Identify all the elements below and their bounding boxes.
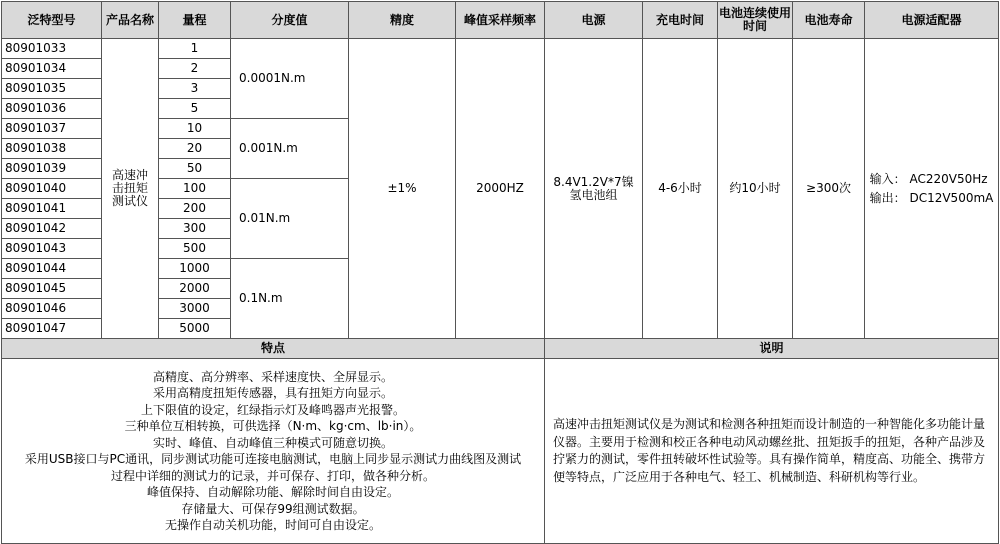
features-cell — [2, 359, 545, 544]
feature-item: 采用USB接口与PC通讯，同步测试功能可连接电脑测试，电脑上同步显示测试力曲线图及测试 — [24, 452, 522, 466]
feature-item: 无操作自动关机功能，时间可自由设定。 — [164, 518, 381, 532]
model-cell: 80901036 — [2, 99, 102, 119]
features-title: 特点 — [2, 339, 545, 359]
resolution-cell: 0.1N.m — [231, 259, 349, 339]
feature-item: 高精度、高分辨率、采样速度快、全屏显示。 — [152, 369, 393, 384]
adapter-output: 输出： DC12V500mA — [869, 190, 994, 205]
range-cell: 2 — [159, 59, 231, 79]
range-cell: 300 — [159, 219, 231, 239]
feature-item: 上下限值的设定，红绿指示灯及峰鸣器声光报警。 — [140, 402, 405, 417]
section-header-row — [2, 339, 999, 359]
section-body-row — [2, 359, 999, 544]
header-range: 量程 — [159, 2, 231, 39]
range-cell: 100 — [159, 179, 231, 199]
product-name-cell: 高速冲击扭矩测试仪 — [102, 39, 159, 339]
description-title: 说明 — [545, 339, 999, 359]
model-cell: 80901038 — [2, 139, 102, 159]
battery-life-cell: ≥300次 — [793, 39, 865, 339]
model-cell: 80901034 — [2, 59, 102, 79]
table-row — [2, 39, 999, 59]
range-cell: 3000 — [159, 299, 231, 319]
header-product-name: 产品名称 — [102, 2, 159, 39]
range-cell: 500 — [159, 239, 231, 259]
header-adapter: 电源适配器 — [865, 2, 999, 39]
feature-item: 过程中详细的测试力的记录，并可保存、打印，做各种分析。 — [110, 468, 435, 483]
range-cell: 3 — [159, 79, 231, 99]
range-cell: 5 — [159, 99, 231, 119]
feature-item: 采用高精度扭矩传感器，具有扭矩方向显示。 — [152, 386, 393, 400]
adapter-cell — [865, 39, 999, 339]
model-cell: 80901033 — [2, 39, 102, 59]
model-cell: 80901037 — [2, 119, 102, 139]
battery-use-time-cell: 约10小时 — [718, 39, 793, 339]
adapter-input: 输入： AC220V50Hz — [869, 171, 988, 186]
model-cell: 80901041 — [2, 199, 102, 219]
model-cell: 80901047 — [2, 319, 102, 339]
header-charge-time: 充电时间 — [643, 2, 718, 39]
header-row — [2, 2, 999, 39]
header-battery-use-time: 电池连续使用时间 — [718, 2, 793, 39]
range-cell: 10 — [159, 119, 231, 139]
spec-table — [1, 1, 999, 544]
model-cell: 80901044 — [2, 259, 102, 279]
feature-item: 三种单位互相转换，可供选择（N·m、kg·cm、lb·in）。 — [124, 419, 422, 433]
range-cell: 1000 — [159, 259, 231, 279]
range-cell: 50 — [159, 159, 231, 179]
resolution-cell: 0.01N.m — [231, 179, 349, 259]
header-model: 泛特型号 — [2, 2, 102, 39]
header-sampling-rate: 峰值采样频率 — [456, 2, 545, 39]
model-cell: 80901039 — [2, 159, 102, 179]
header-power: 电源 — [545, 2, 643, 39]
feature-item: 峰值保持、自动解除功能、解除时间自由设定。 — [146, 485, 399, 499]
feature-item: 存储量大、可保存99组测试数据。 — [181, 501, 365, 516]
sampling-rate-cell: 2000HZ — [456, 39, 545, 339]
description-cell: 高速冲击扭矩测试仪是为测试和检测各种扭矩而设计制造的一种智能化多功能计量仪器。主要用于检测和校正各种电动风动螺丝批、扭矩扳手的扭矩，各种产品涉及拧紧力的测试，零件扭转破坏性试验等。具有操作简单，精度高、功能全、携带方便等特点，广泛应用于各种电气、轻工、机械制造、科研机构等行业。 — [545, 359, 999, 544]
accuracy-cell: ±1% — [349, 39, 456, 339]
resolution-cell: 0.001N.m — [231, 119, 349, 179]
header-accuracy: 精度 — [349, 2, 456, 39]
feature-item: 实时、峰值、自动峰值三种模式可随意切换。 — [152, 435, 393, 450]
adapter-block — [870, 170, 994, 208]
range-cell: 5000 — [159, 319, 231, 339]
charge-time-cell: 4-6小时 — [643, 39, 718, 339]
model-cell: 80901040 — [2, 179, 102, 199]
resolution-cell: 0.0001N.m — [231, 39, 349, 119]
range-cell: 2000 — [159, 279, 231, 299]
model-cell: 80901046 — [2, 299, 102, 319]
header-resolution: 分度值 — [231, 2, 349, 39]
range-cell: 20 — [159, 139, 231, 159]
range-cell: 200 — [159, 199, 231, 219]
model-cell: 80901035 — [2, 79, 102, 99]
range-cell: 1 — [159, 39, 231, 59]
header-battery-life: 电池寿命 — [793, 2, 865, 39]
model-cell: 80901042 — [2, 219, 102, 239]
power-cell: 8.4V1.2V*7镍氢电池组 — [545, 39, 643, 339]
model-cell: 80901043 — [2, 239, 102, 259]
model-cell: 80901045 — [2, 279, 102, 299]
